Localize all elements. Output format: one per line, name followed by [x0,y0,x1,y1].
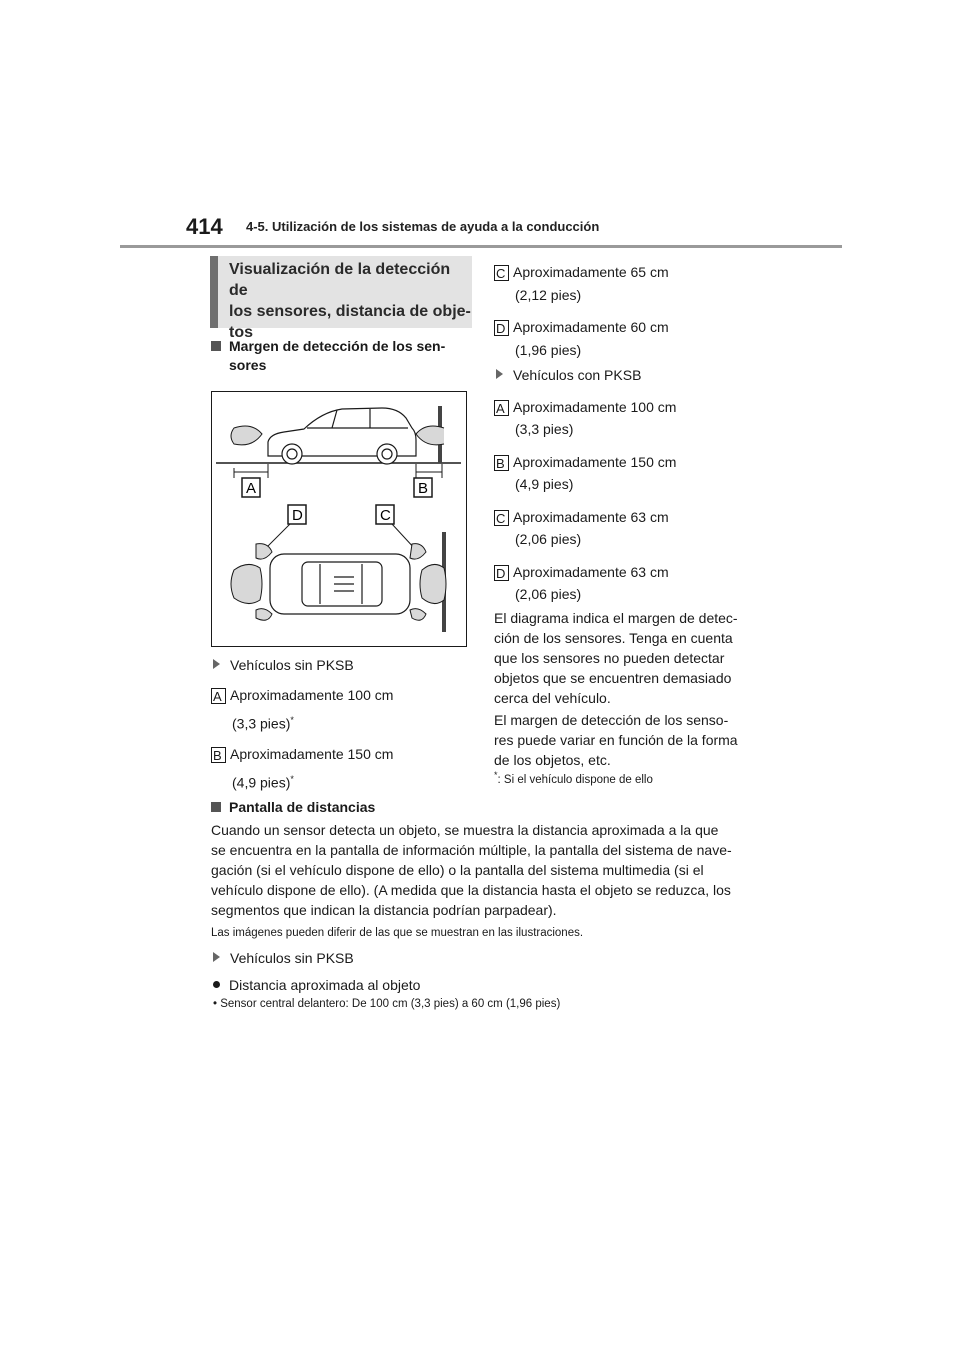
margin-heading-line2: sores [229,357,267,373]
triangle-bullet-icon [213,952,220,962]
pksb-item-d: D Aproximadamente 63 cm [496,564,669,581]
left-item-a: A Aproximadamente 100 cm [213,687,394,704]
pksb-item-d-sub: (2,06 pies) [515,586,582,602]
section-title-line3: tos [229,324,253,341]
sensor-range-diagram [211,391,467,647]
distances-vehicle-type: Vehículos sin PKSB [213,948,354,968]
dot-bullet-icon [213,981,220,988]
sensor-diagram-svg [212,392,465,645]
distances-heading: Pantalla de distancias [211,798,375,817]
distance-bullet: Distancia aproximada al objeto [213,975,420,995]
left-item-a-sub: (3,3 pies)* [232,715,294,732]
front-center-sensor-range: • Sensor central delantero: De 100 cm (3,3 pies) a 60 cm (1,96 pies) [213,998,561,1010]
diagram-explanation: El diagrama indica el margen de detec- ción de los sensores. Tenga en cuenta que los sensores no pueden detectar objetos que se encuentren demasiado cerca del vehículo. [494,610,738,706]
triangle-bullet-icon [213,659,220,669]
svg-text:C: C [380,507,391,524]
right-item-d-sub: (1,96 pies) [515,342,582,358]
letter-label-b: B [211,747,226,763]
diagram-label-d [288,505,306,524]
diagram-label-c [376,505,394,524]
pksb-item-a-sub: (3,3 pies) [515,421,574,437]
left-item-b-sub: (4,9 pies)* [232,774,294,791]
right-item-d: D Aproximadamente 60 cm [496,319,669,336]
triangle-bullet-icon [496,369,503,379]
section-title-box [210,256,472,341]
square-bullet-icon [211,802,221,812]
car-top-view [270,554,410,614]
right-vehicle-type: Vehículos con PKSB [496,365,641,385]
diagram-label-b [414,478,432,497]
right-item-c-sub: (2,12 pies) [515,287,582,303]
svg-text:D: D [292,507,303,524]
car-side-view [268,408,416,464]
header-rule [120,245,842,248]
right-item-c: C Aproximadamente 65 cm [496,264,669,281]
illustration-note: Las imágenes pueden diferir de las que se muestran en las ilustraciones. [211,927,584,939]
margin-heading [211,337,445,375]
svg-text:B: B [418,480,429,497]
footnote: *: Si el vehículo dispone de ello [494,770,653,786]
page-number: 414 [186,214,223,239]
pksb-item-c: C Aproximadamente 63 cm [496,509,669,526]
margin-heading-line1: Margen de detección de los sen- [229,338,446,354]
pksb-item-a: A Aproximadamente 100 cm [496,399,677,416]
section-title-line2: los sensores, distancia de obje- [229,303,471,320]
section-title-line1: Visualización de la detección de [229,261,451,299]
diagram-label-a [242,478,260,497]
letter-label-a: A [211,688,226,704]
pksb-item-b-sub: (4,9 pies) [515,476,574,492]
pksb-item-b: B Aproximadamente 150 cm [496,454,677,471]
chapter-title: 4-5. Utilización de los sistemas de ayuda a la conducción [246,219,600,234]
pksb-item-c-sub: (2,06 pies) [515,531,582,547]
detection-variation-note: El margen de detección de los senso- res puede variar en función de la forma de los objetos, etc. [494,712,738,768]
left-vehicle-type: Vehículos sin PKSB [213,655,354,675]
square-bullet-icon [211,341,221,351]
svg-text:A: A [246,480,257,497]
left-item-b: B Aproximadamente 150 cm [213,746,394,763]
distances-body: Cuando un sensor detecta un objeto, se muestra la distancia aproximada a la que se encuentra en la pantalla de información múltiple, la pantalla del sistema de nave- gación (si el vehículo dispone de ello) o la pantalla del sistema multimedia (si el vehículo dispone de ello). (A medida que la distancia hasta el objeto se reduzca, los segmentos que indican la distancia podrían parpadear). [211,822,732,918]
